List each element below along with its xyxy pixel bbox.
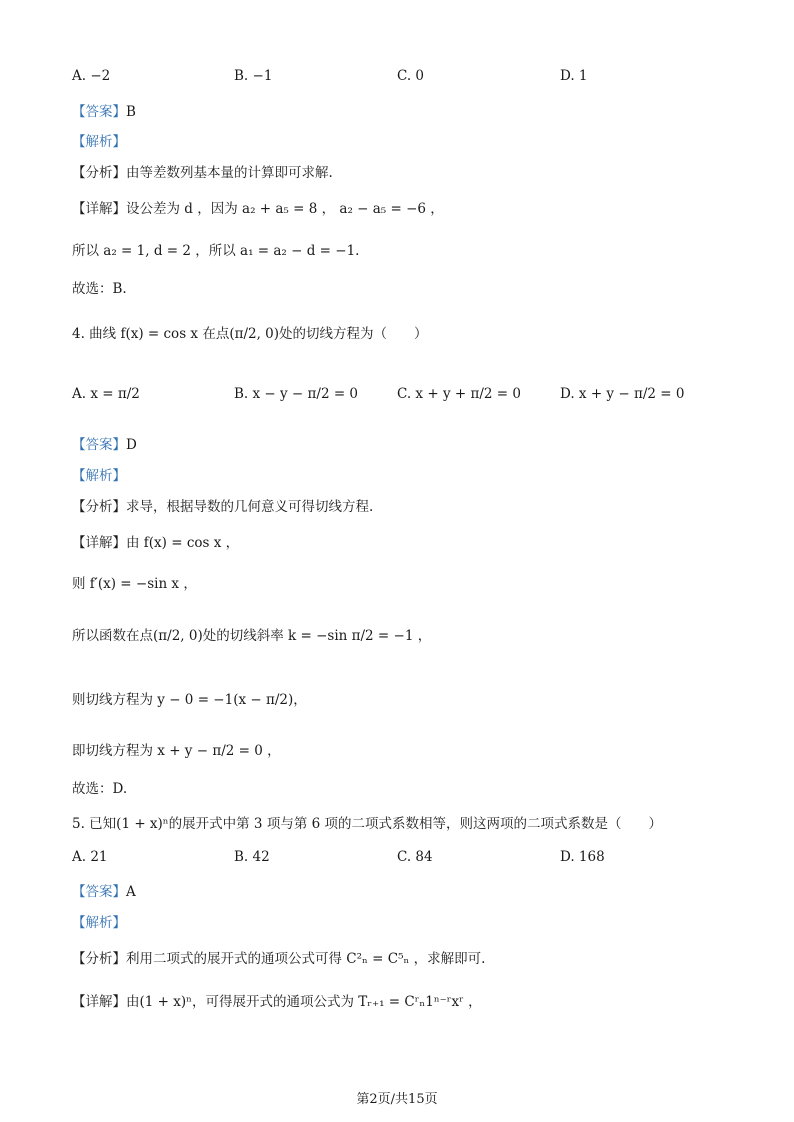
q3-analysis-heading: 【解析】 [72,134,126,150]
q4-fenxi: 【分析】求导，根据导数的几何意义可得切线方程. [72,499,374,515]
q3-choose: 故选：B. [72,281,127,297]
q5-stem: 5. 已知(1 + x)ⁿ的展开式中第 3 项与第 6 项的二项式系数相等，则这两项的二项式系数是（ ） [72,816,662,832]
q3-option-d: D. 1 [560,68,588,84]
q5-fenxi: 【分析】利用二项式的展开式的通项公式可得 C²ₙ = C⁵ₙ ，求解即可. [72,951,486,967]
q5-option-a: A. 21 [72,849,108,865]
page-footer: 第2页/共15页 [356,1092,438,1107]
q5-answer: 【答案】A [72,884,136,900]
q3-answer: 【答案】B [72,104,136,120]
q4-option-b: B. x − y − π/2 = 0 [234,386,359,402]
q4-option-c: C. x + y + π/2 = 0 [397,386,521,402]
q4-step-slope: 所以函数在点(π/2, 0)处的切线斜率 k = −sin π/2 = −1 ， [72,628,432,644]
q4-step-result: 即切线方程为 x + y − π/2 = 0 ， [72,743,281,759]
q4-step-derivative: 则 f′(x) = −sin x ， [72,576,197,592]
q4-step-line: 则切线方程为 y − 0 = −1(x − π/2)， [72,692,307,708]
q4-option-d: D. x + y − π/2 = 0 [560,386,685,402]
q5-xiangjie: 【详解】由(1 + x)ⁿ，可得展开式的通项公式为 Tᵣ₊₁ = Cʳₙ1ⁿ⁻ʳxʳ ， [72,994,482,1010]
q5-option-c: C. 84 [397,849,433,865]
q5-option-d: D. 168 [560,849,605,865]
q4-choose: 故选：D. [72,781,128,797]
q3-xiangjie: 【详解】设公差为 d ，因为 a₂ + a₅ = 8 ， a₂ − a₅ = −6 ， [72,201,444,217]
q4-option-a: A. x = π/2 [72,386,140,402]
q3-option-c: C. 0 [397,68,425,84]
q3-fenxi: 【分析】由等差数列基本量的计算即可求解. [72,165,333,181]
q4-answer: 【答案】D [72,437,137,453]
q4-stem: 4. 曲线 f(x) = cos x 在点(π/2, 0)处的切线方程为（ ） [72,326,428,342]
q4-xiangjie: 【详解】由 f(x) = cos x ， [72,535,240,551]
q5-option-b: B. 42 [234,849,270,865]
q4-analysis-heading: 【解析】 [72,468,126,484]
q5-analysis-heading: 【解析】 [72,915,126,931]
q3-line2: 所以 a₂ = 1, d = 2 ，所以 a₁ = a₂ − d = −1. [72,243,360,259]
q3-option-b: B. −1 [234,68,273,84]
q3-option-a: A. −2 [72,68,111,84]
